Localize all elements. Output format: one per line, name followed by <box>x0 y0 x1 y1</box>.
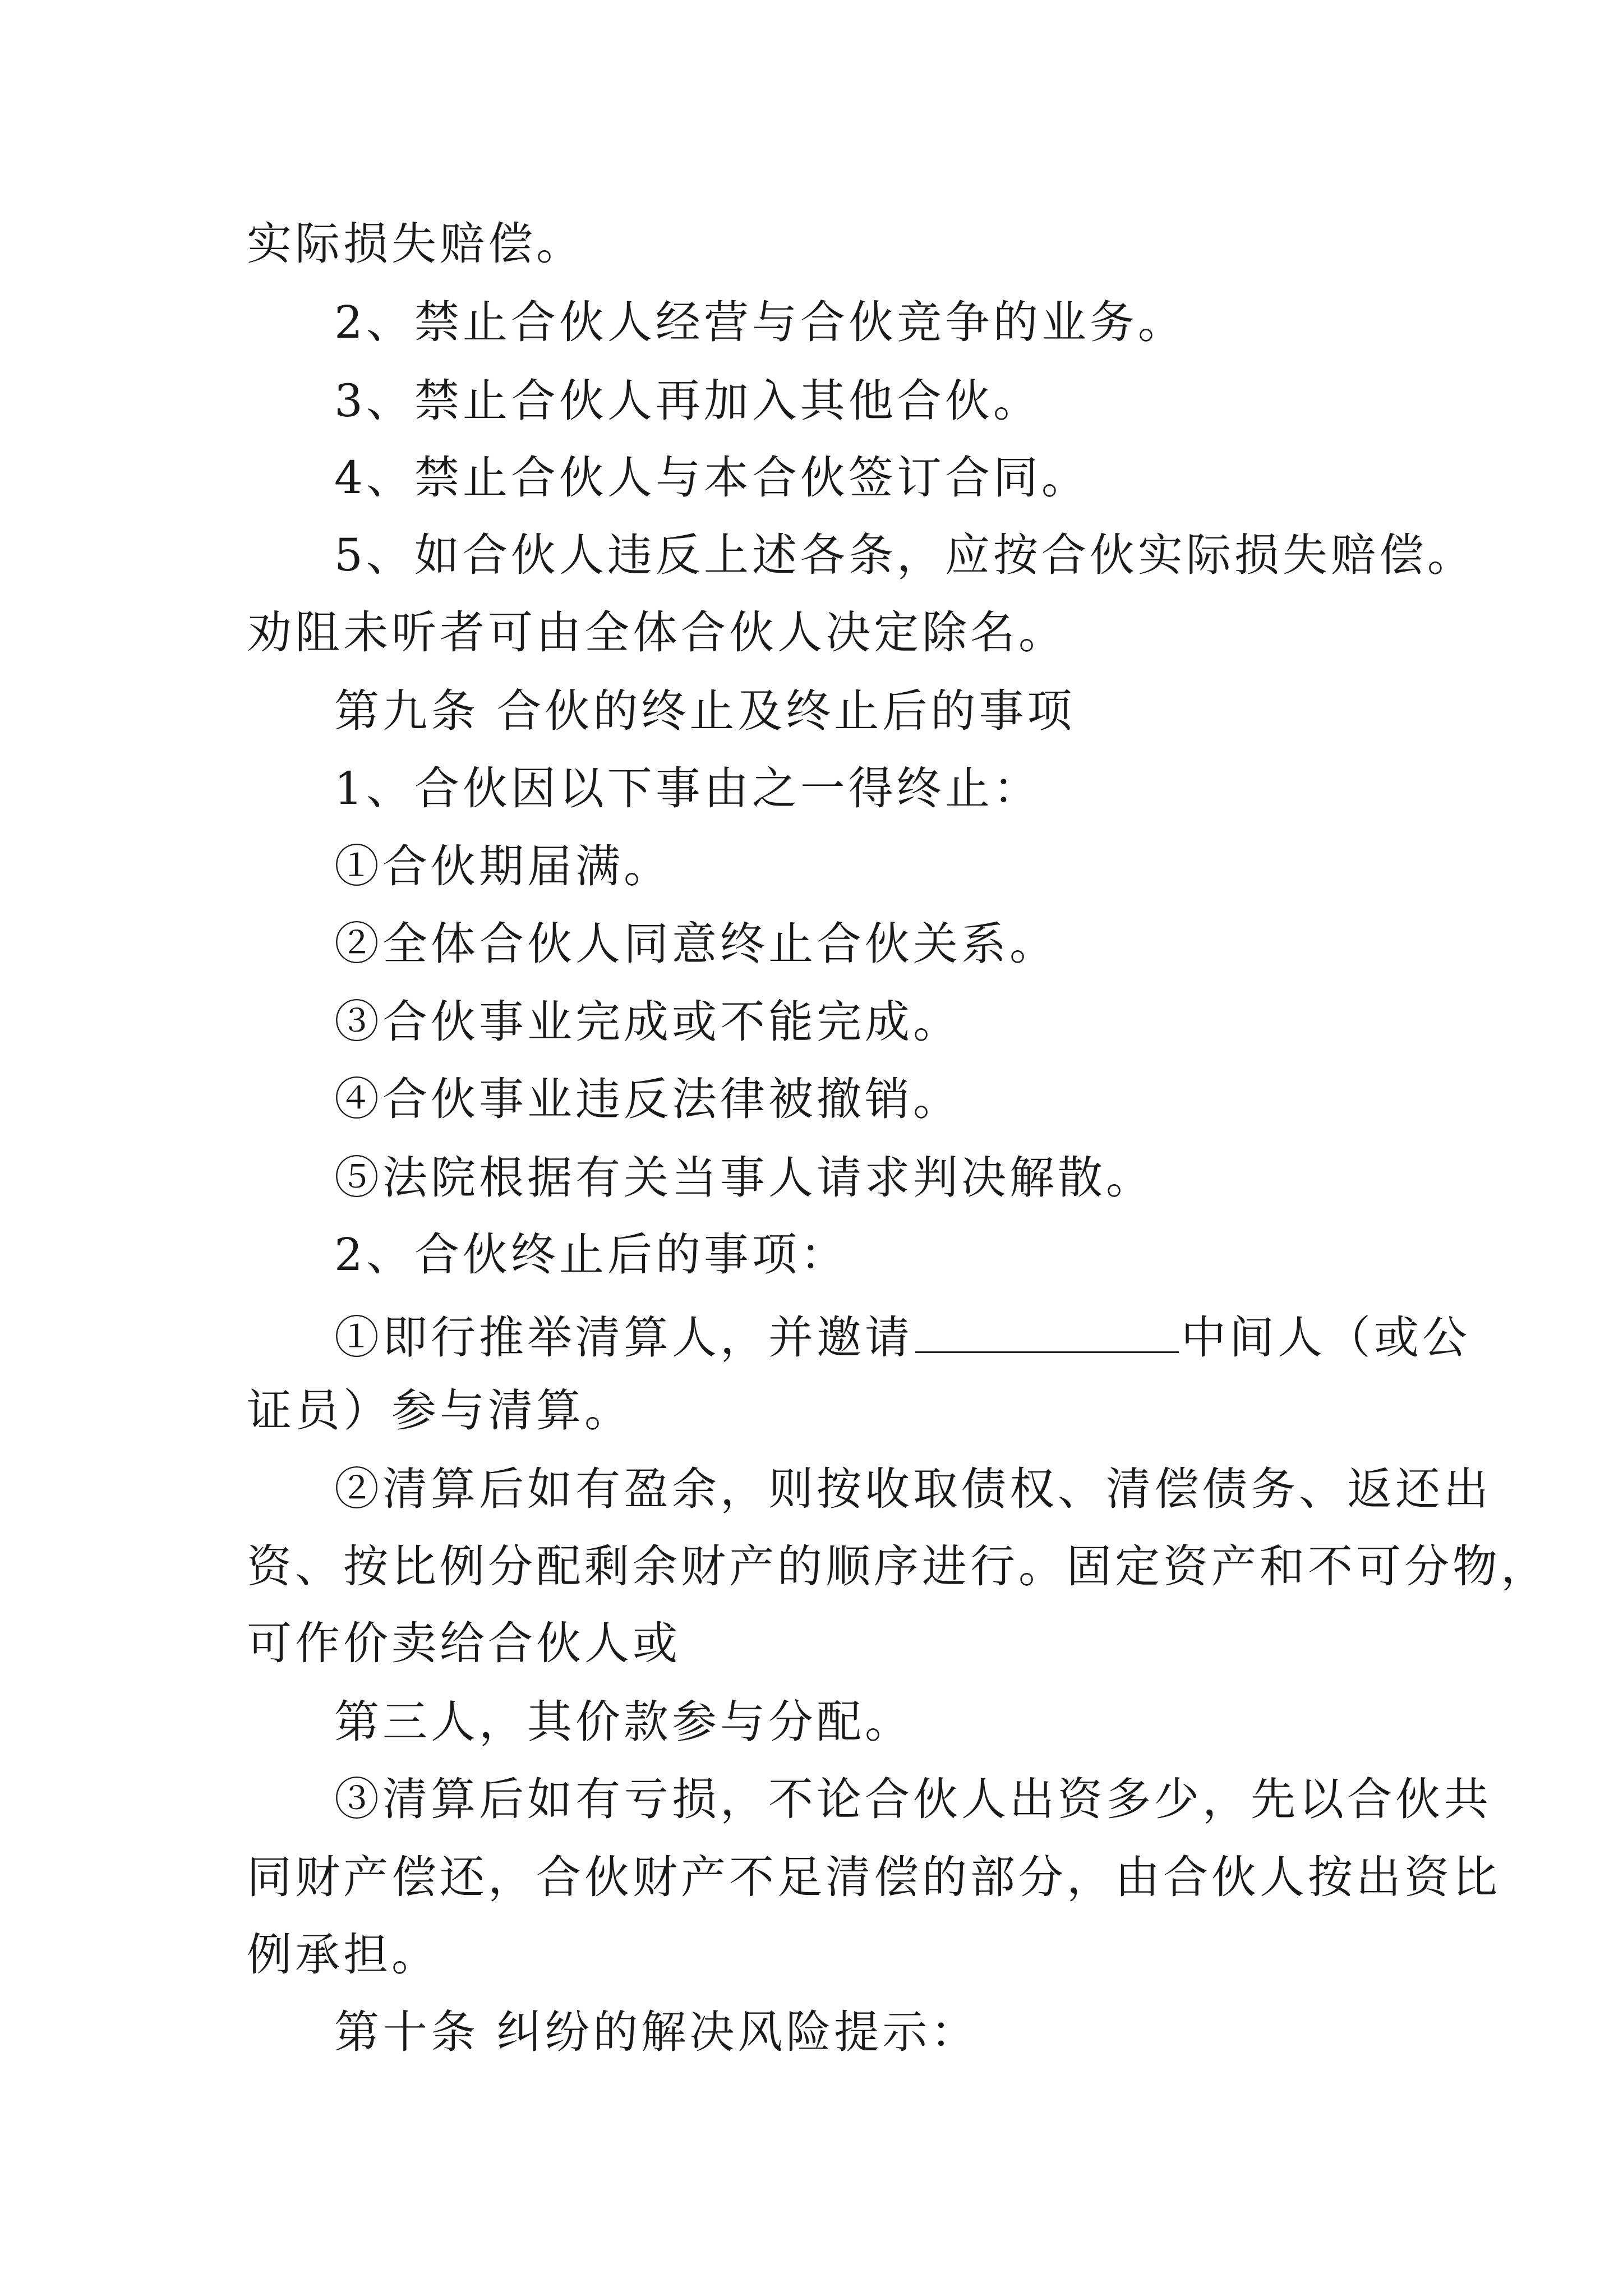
line-text: 证员）参与清算。 <box>247 1384 633 1437</box>
fill-in-blank[interactable] <box>915 1310 1179 1353</box>
sub-item <box>334 1152 1154 1204</box>
clause-item <box>334 529 1476 581</box>
sub-item <box>334 1073 961 1125</box>
paragraph-line <box>247 218 584 270</box>
line-text: 5、如合伙人违反上述各条，应按合伙实际损失赔偿。 <box>334 529 1476 581</box>
line-text: 1、合伙因以下事由之一得终止： <box>334 762 1041 815</box>
line-text: 3、禁止合伙人再加入其他合伙。 <box>334 375 1041 427</box>
sub-item <box>334 840 672 892</box>
line-text: 第三人，其价款参与分配。 <box>334 1696 913 1748</box>
line-text: 同财产偿还，合伙财产不足清偿的部分，由合伙人按出资比 <box>247 1851 1501 1903</box>
line-text: 2、禁止合伙人经营与合伙竞争的业务。 <box>334 296 1186 348</box>
line-text: ①即行推举清算人，并邀请 <box>334 1312 913 1364</box>
clause-item <box>334 375 1041 427</box>
article-heading <box>334 2006 979 2058</box>
line-text: 劝阻未听者可由全体合伙人决定除名。 <box>247 606 1067 659</box>
line-text: ②全体合伙人同意终止合伙关系。 <box>334 918 1058 970</box>
paragraph-line <box>247 1617 681 1669</box>
line-text: 第十条 纠纷的解决风险提示： <box>334 2006 979 2058</box>
paragraph-line <box>247 606 1067 659</box>
sub-item <box>334 996 961 1048</box>
paragraph-line <box>247 1929 440 1981</box>
clause-item <box>334 762 1041 815</box>
clause-item <box>334 1228 849 1281</box>
paragraph-line <box>247 1384 633 1437</box>
paragraph-line <box>334 1696 913 1748</box>
line-text: ④合伙事业违反法律被撤销。 <box>334 1073 961 1125</box>
line-text: 中间人（或公 <box>1181 1312 1470 1364</box>
line-text: 可作价卖给合伙人或 <box>247 1617 681 1669</box>
paragraph-line <box>247 1540 1549 1593</box>
line-text: ⑤法院根据有关当事人请求判决解散。 <box>334 1152 1154 1204</box>
line-text: 2、合伙终止后的事项： <box>334 1228 849 1281</box>
article-heading <box>334 685 1076 737</box>
line-text: ③合伙事业完成或不能完成。 <box>334 996 961 1048</box>
paragraph-line <box>247 1851 1501 1903</box>
clause-item <box>334 452 1090 504</box>
sub-item <box>334 1463 1492 1515</box>
clause-item <box>334 296 1186 348</box>
line-text: 资、按比例分配剩余财产的顺序进行。固定资产和不可分物， <box>247 1540 1549 1593</box>
line-text: ①合伙期届满。 <box>334 840 672 892</box>
line-text: ③清算后如有亏损，不论合伙人出资多少，先以合伙共 <box>334 1773 1492 1825</box>
sub-item <box>334 918 1058 970</box>
line-text: 实际损失赔偿。 <box>247 218 584 270</box>
line-text: 第九条 合伙的终止及终止后的事项 <box>334 685 1076 737</box>
line-text: 4、禁止合伙人与本合伙签订合同。 <box>334 452 1090 504</box>
sub-item <box>334 1773 1492 1825</box>
sub-item <box>334 1310 1470 1364</box>
line-text: ②清算后如有盈余，则按收取债权、清偿债务、返还出 <box>334 1463 1492 1515</box>
line-text: 例承担。 <box>247 1929 440 1981</box>
